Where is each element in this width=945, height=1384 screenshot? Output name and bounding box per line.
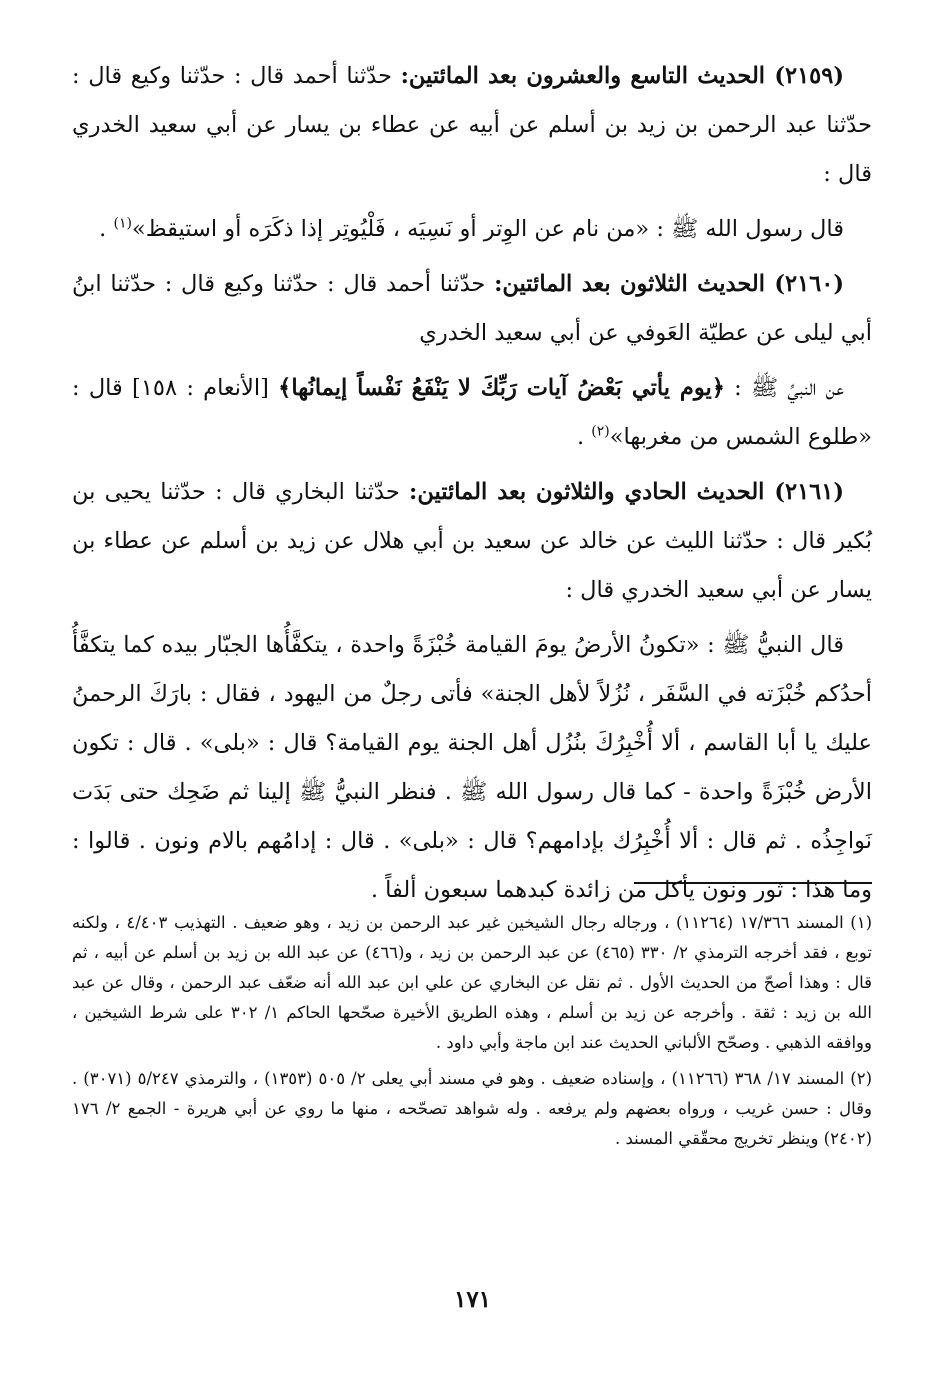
footnote-2: (٢) المسند ١٧/ ٣٦٨ (١١٢٦٦) ، وإسناده ضعيف . وهو في مسند أبي يعلى ٢/ ٥٠٥ (١٣٥٣) ، والترمذي ٥/٢٤٧ (٣٠٧١) . وقال : حسن غريب ، ورواه بعضهم ولم يرفعه . وله شواهد تصحّحه ، منها ما روي عن أبي هريرة - الجمع ٢/ ١٧٦ (٢٤٠٢) وينظر تخريج محقّقي المسند . <box>72 1069 873 1148</box>
hadith-2160-heading: (٢١٦٠) الحديث الثلاثون بعد المائتين: <box>494 271 844 297</box>
hadith-2160-intro: عن النبيِّ ﷺ : <box>724 375 844 401</box>
hadith-2160-text: [الأنعام : ١٥٨] قال : «طلوع الشمس من مغربها» <box>72 375 872 450</box>
hadith-2161-chain: حدّثنا البخاري قال : حدّثنا يحيى بن بُكير قال : حدّثنا الليث عن خالد عن سعيد بن أبي هلال عن زيد بن أسلم عن عطاء بن يسار عن أبي سعيد الخدري قال : <box>72 479 872 603</box>
sentence-end: . <box>576 424 592 450</box>
footnote-divider <box>634 882 872 884</box>
hadith-2161-text: قال النبيُّ ﷺ : «تكونُ الأرضُ يومَ القيامة خُبْزَةً واحدة ، يتكفَّأُها الجبّار بيده كما يتكفَّأُ أحدُكم خُبْزَته في السَّفَر ، نُزُلاً لأهل الجنة» فأتى رجلٌ من اليهود ، فقال : بارَكَ الرحمنُ عليك يا أبا القاسم ، ألا أُخْبِرُكَ بنُزُل أهل الجنة يوم القيامة؟ قال : «بلى» . قال : تكون الأرض خُبْزَةً واحدة - كما قال رسول الله ﷺ . فنظر النبيُّ ﷺ إلينا ثم ضَحِك حتى بَدَت نَواجِذُه . ثم قال : ألا أُخْبِرُك بإدامهم؟ قال : «بلى» . قال : إدامُهم بالام ونون . قالوا : وما هذا : ثور ونون يأكل من زائدة كبدهما سبعون ألفاً . <box>72 632 872 903</box>
hadith-2159-heading: (٢١٥٩) الحديث التاسع والعشرون بعد المائتين: <box>400 63 845 89</box>
quran-verse: ﴿يوم يأتي بَعْضُ آيات رَبِّكَ لا يَنْفَعُ نَفْساً إيمانُها﴾ <box>278 375 725 401</box>
hadith-2161-matn <box>72 621 872 915</box>
hadith-2159-matn <box>72 205 872 254</box>
hadith-2159-chain: حدّثنا أحمد قال : حدّثنا وكيع قال : حدّثنا عبد الرحمن بن زيد بن أسلم عن أبيه عن عطاء بن يسار عن أبي سعيد الخدري قال : <box>72 63 872 187</box>
hadith-2160-matn <box>72 364 872 462</box>
sentence-end: . <box>99 216 114 242</box>
hadith-2160-isnad <box>72 260 872 358</box>
hadith-2161-isnad <box>72 468 872 615</box>
hadith-2160-chain: حدّثنا أحمد قال : حدّثنا وكيع قال : حدّثنا ابنُ أبي ليلى عن عطيّة العَوفي عن أبي سعيد الخدري <box>72 271 872 346</box>
hadith-2159-text: قال رسول الله ﷺ : «من نام عن الوِتر أو نَسِيَه ، فَلْيُوتِر إذا ذكَرَه أو استيقظ» <box>131 216 844 242</box>
hadith-2159-isnad <box>72 52 872 199</box>
hadith-2161-heading: (٢١٦١) الحديث الحادي والثلاثون بعد المائتين: <box>409 479 844 505</box>
footnote-marker-2[interactable]: (٢) <box>591 423 610 440</box>
page-number: ١٧١ <box>453 1286 492 1313</box>
main-text <box>72 52 872 921</box>
footnote-1: (١) المسند ١٧/٣٦٦ (١١٢٦٤) ، ورجاله رجال الشيخين غير عبد الرحمن بن زيد ، وهو ضعيف . التهذيب ٤/٤٠٣ ، ولكنه توبع ، فقد أخرجه الترمذي ٢/ ٣٣٠ (٤٦٥) عن عبد الرحمن بن زيد ، و(٤٦٦) عن عبد الله بن زيد بن أسلم عن أبيه ، ثم قال : وهذا أصحّ من الحديث الأول . ثم نقل عن البخاري عن علي ابن عبد الله أنه ضعّف عبد الرحمن ، وقال عن عبد الله بن زيد : ثقة . وأخرجه عن زيد بن أسلم ، وهذه الطريق الأخيرة صحّحها الحاكم ١/ ٣٠٢ على شرط الشيخين ، ووافقه الذهبي . وصحّح الألباني الحديث عند ابن ماجة وأبي داود . <box>72 913 873 1052</box>
footnote-marker-1[interactable]: (١) <box>113 215 132 232</box>
footnotes <box>72 908 872 1160</box>
